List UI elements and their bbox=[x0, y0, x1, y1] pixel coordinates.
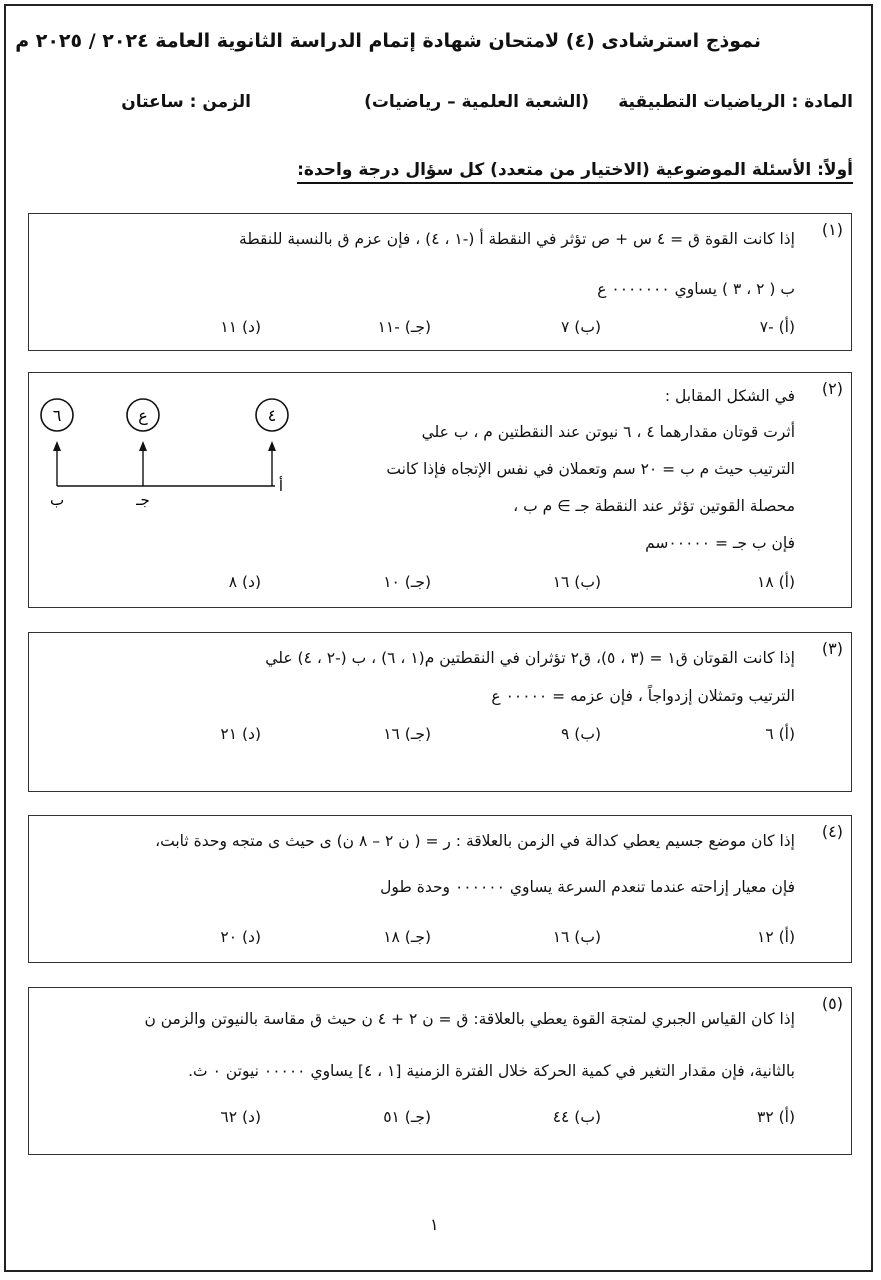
option-b[interactable]: (ب) ١٦ bbox=[552, 928, 601, 946]
force-label: ٦ bbox=[52, 406, 62, 425]
force-arrow-middle bbox=[139, 441, 147, 486]
option-b[interactable]: (ب) ٤٤ bbox=[552, 1108, 601, 1126]
forces-diagram bbox=[35, 391, 305, 511]
question-4 bbox=[28, 815, 852, 963]
question-text-line: فإن معيار إزاحته عندما تنعدم السرعة يساوي ٠٠٠٠٠٠ وحدة طول bbox=[380, 878, 795, 896]
branch-label: (الشعبة العلمية – رياضيات) bbox=[364, 92, 589, 112]
option-b[interactable]: (ب) ١٦ bbox=[552, 573, 601, 591]
question-text-line: إذا كانت القوة ق = ٤ س + ص تؤثر في النقطة أ (-١ ، ٤) ، فإن عزم ق بالنسبة للنقطة bbox=[239, 230, 795, 248]
section-title: أولاً: الأسئلة الموضوعية (الاختيار من متعدد) كل سؤال درجة واحدة: bbox=[297, 160, 853, 184]
option-a[interactable]: (أ) -٧ bbox=[759, 318, 795, 336]
option-d[interactable]: (د) ١١ bbox=[220, 318, 261, 336]
option-a[interactable]: (أ) ١٨ bbox=[757, 573, 795, 591]
force-arrow-left bbox=[53, 441, 61, 486]
option-b[interactable]: (ب) ٧ bbox=[561, 318, 601, 336]
force-arrow-right bbox=[268, 441, 276, 486]
question-text-line: إذا كان القياس الجبري لمتجة القوة يعطي بالعلاقة: ق = ن ٢ + ٤ ن حيث ق مقاسة بالنيوتن والزمن ن bbox=[144, 1010, 795, 1028]
question-text-line: أثرت قوتان مقدارهما ٤ ، ٦ نيوتن عند النقطتين م ، ب علي bbox=[421, 423, 795, 441]
option-a[interactable]: (أ) ٣٢ bbox=[757, 1108, 795, 1126]
question-text-line: إذا كانت القوتان ق١ = (٣ ، ٥)، ق٢ تؤثران في النقطتين م(١ ، ٦) ، ب (-٢ ، ٤) علي bbox=[265, 649, 795, 667]
point-label: ب bbox=[49, 491, 65, 509]
question-text-line: فإن ب جـ = ٠٠٠٠٠سم bbox=[645, 534, 795, 552]
question-number: (٥) bbox=[821, 994, 843, 1013]
question-1 bbox=[28, 213, 852, 351]
question-text-line: محصلة القوتين تؤثر عند النقطة جـ ∋ م ب ، bbox=[513, 497, 795, 515]
subject-label: المادة : الرياضيات التطبيقية bbox=[618, 92, 853, 112]
point-label: جـ bbox=[136, 491, 150, 509]
question-3 bbox=[28, 632, 852, 792]
force-label: ع bbox=[138, 406, 148, 425]
question-2 bbox=[28, 372, 852, 608]
option-b[interactable]: (ب) ٩ bbox=[561, 725, 601, 743]
option-c[interactable]: (جـ) -١١ bbox=[377, 318, 431, 336]
option-d[interactable]: (د) ٦٢ bbox=[220, 1108, 261, 1126]
point-label: أ bbox=[278, 477, 284, 495]
question-text-line: إذا كان موضع جسيم يعطي كدالة في الزمن بالعلاقة : ر = ( ن ٢ – ٨ ن) ى حيث ى متجه وحدة ثابت، bbox=[155, 832, 795, 850]
option-c[interactable]: (جـ) ١٨ bbox=[383, 928, 431, 946]
option-a[interactable]: (أ) ٦ bbox=[765, 725, 795, 743]
question-5 bbox=[28, 987, 852, 1155]
option-c[interactable]: (جـ) ١٠ bbox=[383, 573, 431, 591]
option-a[interactable]: (أ) ١٢ bbox=[757, 928, 795, 946]
option-c[interactable]: (جـ) ٥١ bbox=[383, 1108, 431, 1126]
question-text-line: بالثانية، فإن مقدار التغير في كمية الحركة خلال الفترة الزمنية [١ ، ٤] يساوي ٠٠٠٠٠ نيوتن ٠ ث. bbox=[188, 1062, 795, 1080]
time-label: الزمن : ساعتان bbox=[121, 92, 251, 112]
option-c[interactable]: (جـ) ١٦ bbox=[383, 725, 431, 743]
question-text-line: في الشكل المقابل : bbox=[664, 387, 795, 405]
option-d[interactable]: (د) ٢٠ bbox=[220, 928, 261, 946]
question-number: (٢) bbox=[821, 379, 843, 398]
option-d[interactable]: (د) ٢١ bbox=[220, 725, 261, 743]
question-text-line: الترتيب حيث م ب = ٢٠ سم وتعملان في نفس الإتجاه فإذا كانت bbox=[386, 460, 795, 478]
page-number: ١ bbox=[430, 1215, 439, 1234]
question-text-line: ب ( ٢ ، ٣ ) يساوي ٠٠٠٠٠٠٠ ع bbox=[597, 280, 795, 298]
question-number: (٤) bbox=[821, 822, 843, 841]
question-number: (١) bbox=[821, 220, 843, 239]
exam-title: نموذج استرشادى (٤) لامتحان شهادة إتمام الدراسة الثانوية العامة ٢٠٢٤ / ٢٠٢٥ م bbox=[15, 30, 761, 52]
force-label: ٤ bbox=[267, 406, 277, 425]
question-number: (٣) bbox=[821, 639, 843, 658]
option-d[interactable]: (د) ٨ bbox=[228, 573, 261, 591]
question-text-line: الترتيب وتمثلان إزدواجاً ، فإن عزمه = ٠٠٠٠٠ ع bbox=[491, 687, 795, 705]
